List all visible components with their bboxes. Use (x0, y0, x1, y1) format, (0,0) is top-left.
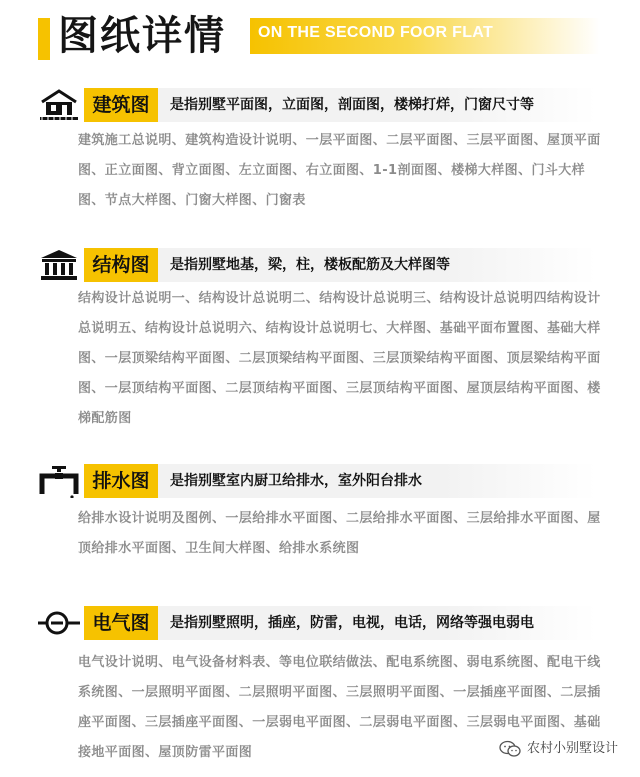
section-items: 结构设计总说明一、结构设计总说明二、结构设计总说明三、结构设计总说明四结构设计总说明五、结构设计总说明六、结构设计总说明七、大样图、基础平面布置图、基础大样图、一层顶梁结构平面图、二层顶梁结构平面图、三层顶梁结构平面图、顶层梁结构平面图、一层顶结构平面图、二层顶结构平面图、三层顶结构平面图、屋顶层结构平面图、楼梯配筋图 (78, 291, 601, 426)
section-tag: 排水图 (84, 464, 158, 498)
watermark (499, 738, 618, 760)
wechat-icon (499, 740, 521, 758)
section-header (84, 248, 596, 282)
section-description: 是指别墅平面图，立面图，剖面图，楼梯打烊，门窗尺寸等 (170, 97, 534, 113)
section-items: 建筑施工总说明、建筑构造设计说明、一层平面图、二层平面图、三层平面图、屋顶平面图、正立面图、背立面图、左立面图、右立面图、1-1剖面图、楼梯大样图、门斗大样图、节点大样图、门窗大样图、门窗表 (78, 133, 601, 208)
section-items: 电气设计说明、电气设备材料表、等电位联结做法、配电系统图、弱电系统图、配电干线系统图、一层照明平面图、二层照明平面图、三层照明平面图、一层插座平面图、二层插座平面图、三层插座平面图、一层弱电平面图、二层弱电平面图、三层弱电平面图、基础接地平面图、屋顶防雷平面图 (78, 655, 601, 760)
page-title: 图纸详情 (58, 13, 226, 59)
building-columns-icon (38, 248, 80, 282)
page-header (0, 0, 640, 70)
section-tag: 电气图 (84, 606, 158, 640)
section-header (84, 606, 596, 640)
subtitle-banner (250, 18, 600, 54)
section-header (84, 88, 596, 122)
house-plan-icon (38, 88, 80, 122)
electric-plug-icon (38, 606, 80, 640)
section-architecture (0, 88, 640, 218)
water-pipe-icon (38, 464, 80, 498)
section-description: 是指别墅室内厨卫给排水，室外阳台排水 (170, 473, 422, 489)
section-items: 给排水设计说明及图例、一层给排水平面图、二层给排水平面图、三层给排水平面图、屋顶给排水平面图、卫生间大样图、给排水系统图 (78, 511, 601, 556)
section-description: 是指别墅照明，插座，防雷，电视，电话，网络等强电弱电 (170, 615, 534, 631)
section-drainage (0, 464, 640, 574)
section-structure (0, 248, 640, 438)
watermark-text: 农村小别墅设计 (526, 741, 618, 756)
section-header (84, 464, 596, 498)
section-tag: 结构图 (84, 248, 158, 282)
section-description: 是指别墅地基，梁，柱，楼板配筋及大样图等 (170, 257, 450, 273)
page-subtitle: ON THE SECOND FOOR FLAT (258, 24, 494, 41)
header-accent-bar (38, 18, 50, 60)
section-tag: 建筑图 (84, 88, 158, 122)
